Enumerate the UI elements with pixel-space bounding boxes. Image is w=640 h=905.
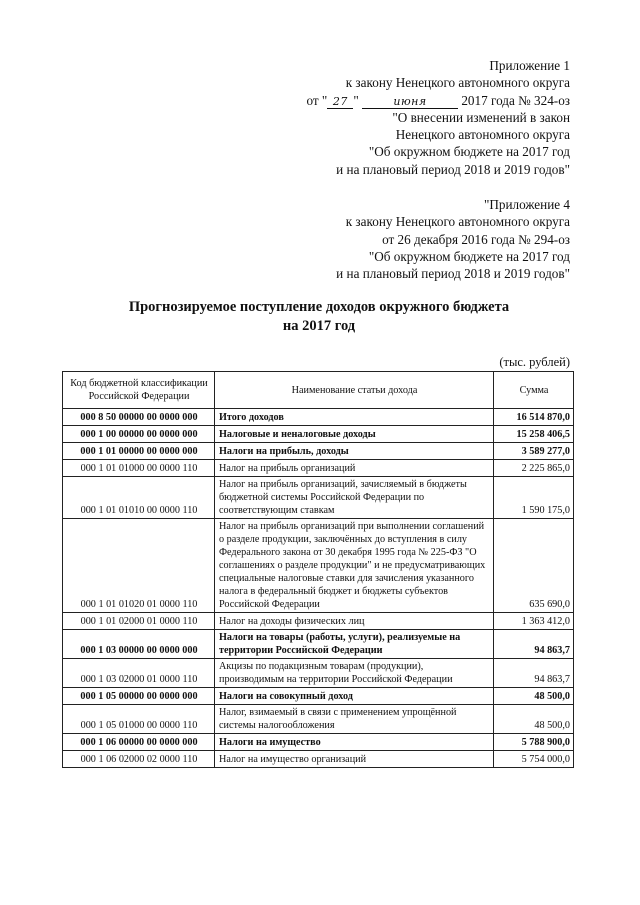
appendix-1-header [306,57,570,178]
row-code: 000 1 03 02000 01 0000 110 [63,659,215,688]
appendix-1-line-5: Ненецкого автономного округа [395,127,570,143]
row-code: 000 1 03 00000 00 0000 000 [63,630,215,659]
row-name: Налог на доходы физических лиц [215,613,494,630]
row-name: Налог на прибыль организаций, зачисляемый в бюджеты бюджетной системы Российской Федерации по соответствующим ставкам [215,477,494,519]
row-name: Налоги на имущество [215,734,494,751]
row-code: 000 1 05 00000 00 0000 000 [63,688,215,705]
row-code: 000 8 50 00000 00 0000 000 [63,409,215,426]
row-code: 000 1 01 01000 00 0000 110 [63,460,215,477]
header-code: Код бюджетной классификации Российской Федерации [63,372,215,409]
row-name: Итого доходов [215,409,494,426]
header-sum: Сумма [494,372,574,409]
table-row [63,705,574,734]
units-label: (тыс. рублей) [499,355,570,369]
row-sum: 5 788 900,0 [494,734,574,751]
table-row [63,519,574,613]
appendix-4-header [336,196,570,282]
appendix-4-line-5: и на плановый период 2018 и 2019 годов" [336,266,570,282]
header-name: Наименование статьи дохода [215,372,494,409]
row-sum: 48 500,0 [494,688,574,705]
row-sum: 94 863,7 [494,659,574,688]
table-row [63,734,574,751]
table-row [63,751,574,768]
row-name: Акцизы по подакцизным товарам (продукции), производимым на территории Российской Федерации [215,659,494,688]
table-row [63,443,574,460]
handwritten-month: июня [362,96,458,109]
table-row [63,659,574,688]
date-mid: " [353,92,359,108]
row-sum: 1 363 412,0 [494,613,574,630]
row-code: 000 1 06 02000 02 0000 110 [63,751,215,768]
row-code: 000 1 01 02000 01 0000 110 [63,613,215,630]
budget-revenue-table [62,371,574,768]
appendix-1-label: Приложение 1 [489,58,570,73]
appendix-1-law-ref: к закону Ненецкого автономного округа [345,75,570,91]
row-sum: 5 754 000,0 [494,751,574,768]
date-prefix: от " [306,92,328,108]
document-title-line-2: на 2017 год [282,318,356,334]
row-code: 000 1 05 01000 00 0000 110 [63,705,215,734]
row-sum: 48 500,0 [494,705,574,734]
table-row [63,460,574,477]
row-sum: 3 589 277,0 [494,443,574,460]
row-name: Налог, взимаемый в связи с применением упрощённой системы налогообложения [215,705,494,734]
row-sum: 635 690,0 [494,519,574,613]
table-row [63,613,574,630]
table-header-row [63,372,574,409]
appendix-4-date-line: от 26 декабря 2016 года № 294-оз [382,231,570,247]
row-name: Налоги на прибыль, доходы [215,443,494,460]
table-row [63,630,574,659]
appendix-4-label: "Приложение 4 [483,197,570,212]
appendix-4-line-4: "Об окружном бюджете на 2017 год [368,248,570,264]
document-title [110,298,528,336]
row-sum: 1 590 175,0 [494,477,574,519]
appendix-4-law-ref: к закону Ненецкого автономного округа [345,214,570,230]
row-name: Налоги на совокупный доход [215,688,494,705]
date-suffix: 2017 года № 324-оз [458,92,570,108]
appendix-1-date-line [306,92,570,109]
row-name: Налог на прибыль организаций при выполнении соглашений о разделе продукции, заключённых до вступления в силу Федерального закона от 30 декабря 1995 года № 225-ФЗ "О соглашениях о разделе продукции" и не предусматривающих специальные налоговые ставки для зачисления указанного налога в федеральный бюджет и бюджеты субъектов Российской Федерации [215,519,494,613]
handwritten-day: 27 [327,96,353,109]
row-code: 000 1 01 01010 00 0000 110 [63,477,215,519]
row-code: 000 1 01 00000 00 0000 000 [63,443,215,460]
row-name: Налоговые и неналоговые доходы [215,426,494,443]
table-row [63,409,574,426]
table-row [63,426,574,443]
row-code: 000 1 06 00000 00 0000 000 [63,734,215,751]
row-sum: 15 258 406,5 [494,426,574,443]
row-name: Налоги на товары (работы, услуги), реализуемые на территории Российской Федерации [215,630,494,659]
row-name: Налог на имущество организаций [215,751,494,768]
row-sum: 94 863,7 [494,630,574,659]
row-sum: 16 514 870,0 [494,409,574,426]
document-title-line-1: Прогнозируемое поступление доходов окружного бюджета [128,299,510,315]
appendix-1-line-6: "Об окружном бюджете на 2017 год [368,144,570,160]
row-code: 000 1 00 00000 00 0000 000 [63,426,215,443]
appendix-1-line-4: "О внесении изменений в закон [392,109,570,125]
row-name: Налог на прибыль организаций [215,460,494,477]
row-code: 000 1 01 01020 01 0000 110 [63,519,215,613]
table-row [63,688,574,705]
row-sum: 2 225 865,0 [494,460,574,477]
appendix-1-line-7: и на плановый период 2018 и 2019 годов" [336,161,570,177]
table-row [63,477,574,519]
